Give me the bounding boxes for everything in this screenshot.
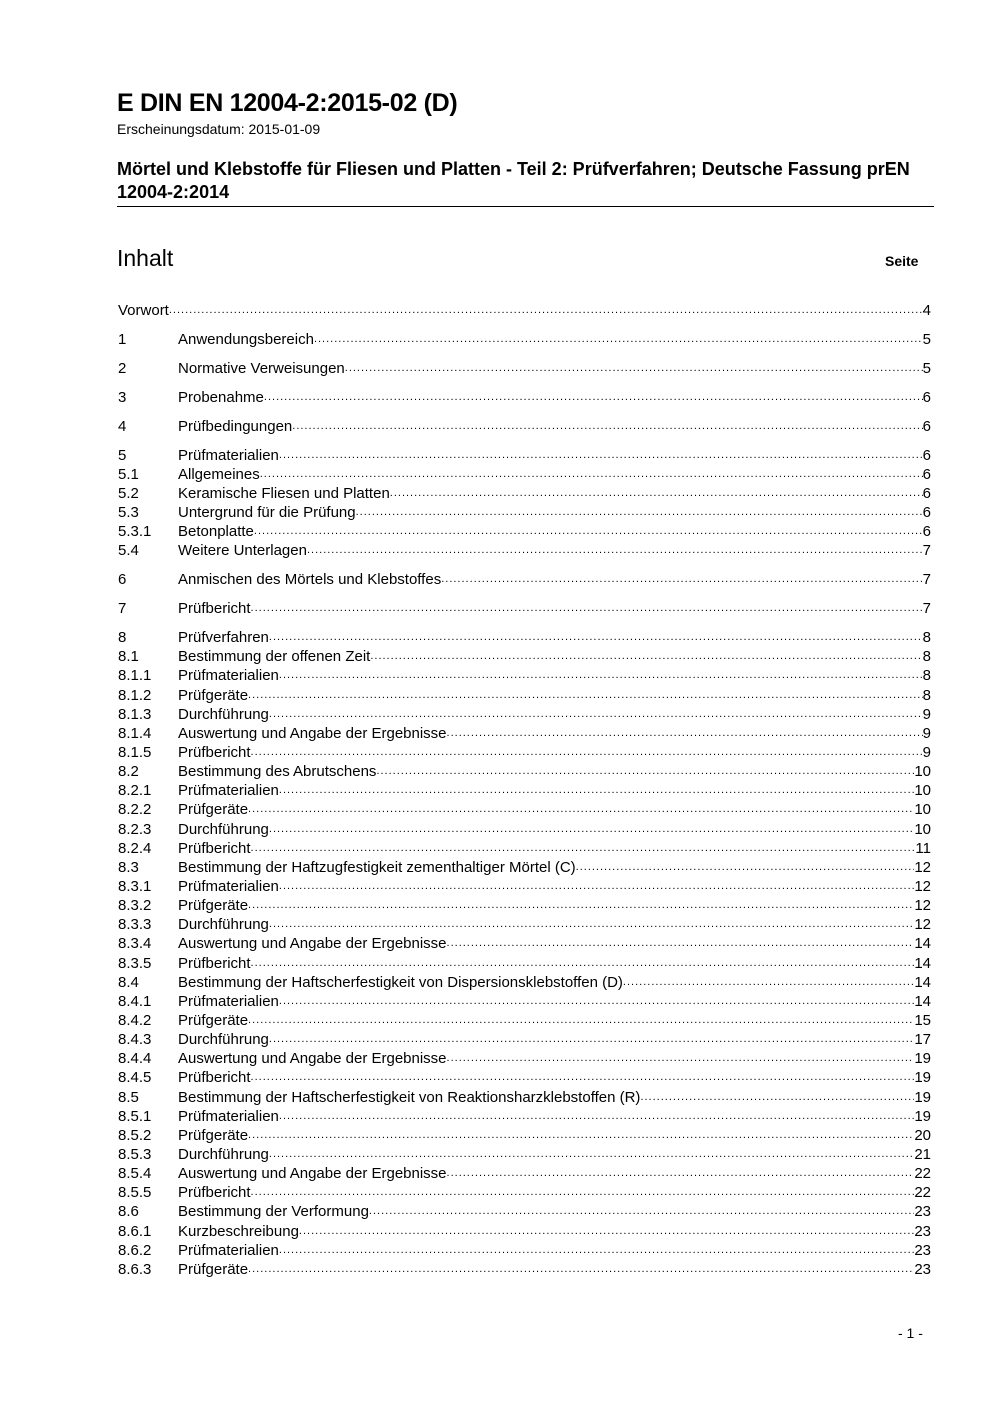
toc-entry-number: 8.5.3 bbox=[118, 1146, 152, 1163]
title-divider bbox=[117, 206, 934, 207]
toc-dot-leader bbox=[269, 1145, 914, 1164]
toc-entry[interactable] bbox=[118, 934, 931, 953]
toc-entry-page: 10 bbox=[914, 782, 931, 800]
toc-entry-page: 6 bbox=[922, 417, 931, 435]
toc-entry[interactable] bbox=[118, 484, 931, 503]
toc-dot-leader bbox=[307, 541, 923, 560]
toc-entry-number: 8.4.4 bbox=[118, 1050, 152, 1068]
toc-dot-leader bbox=[279, 446, 923, 465]
toc-entry-number: 8.1.3 bbox=[118, 705, 152, 723]
toc-entry-title: Auswertung und Angabe der Ergebnisse bbox=[178, 724, 447, 742]
toc-dot-leader bbox=[623, 973, 914, 992]
toc-entry-title: Prüfbericht bbox=[178, 954, 251, 972]
publication-date: Erscheinungsdatum: 2015-01-09 bbox=[117, 121, 321, 137]
toc-entry-number: 8.2 bbox=[118, 763, 139, 781]
toc-dot-leader bbox=[248, 1260, 914, 1279]
toc-heading: Inhalt bbox=[117, 245, 174, 271]
toc-entry-title: Bestimmung der offenen Zeit bbox=[178, 648, 371, 666]
toc-entry-page: 19 bbox=[914, 1088, 931, 1106]
toc-entry-page: 6 bbox=[922, 465, 931, 483]
document-title: Mörtel und Klebstoffe für Fliesen und Platten - Teil 2: Prüfverfahren; Deutsche Fassung prEN 12004-2:2014 bbox=[117, 159, 910, 202]
toc-entry-number: 8.1 bbox=[118, 648, 139, 666]
toc-entry-page: 8 bbox=[922, 686, 931, 704]
toc-entry-number: 8.1.4 bbox=[118, 724, 152, 742]
toc-dot-leader bbox=[264, 388, 923, 407]
toc-entry-number: 8.3.1 bbox=[118, 878, 152, 896]
toc-entry-page: 6 bbox=[922, 446, 931, 464]
toc-entry-number: 8.2.4 bbox=[118, 839, 152, 857]
toc-entry-title: Keramische Fliesen und Platten bbox=[178, 484, 390, 502]
toc-entry[interactable] bbox=[118, 781, 931, 800]
toc-entry-number: 8.4.5 bbox=[118, 1069, 152, 1087]
toc-entry-title: Bestimmung des Abrutschens bbox=[178, 763, 377, 781]
toc-dot-leader bbox=[299, 1222, 914, 1241]
toc-entry[interactable] bbox=[118, 858, 931, 877]
toc-entry[interactable] bbox=[118, 973, 931, 992]
toc-dot-leader bbox=[269, 820, 914, 839]
toc-dot-leader bbox=[441, 570, 922, 589]
toc-entry-page: 14 bbox=[914, 992, 931, 1010]
toc-entry[interactable] bbox=[118, 1241, 931, 1260]
toc-entry-title: Prüfgeräte bbox=[178, 897, 249, 915]
toc-entry-number: 2 bbox=[118, 359, 127, 377]
toc-entry-page: 19 bbox=[914, 1050, 931, 1068]
toc-entry-number: 8.1.5 bbox=[118, 744, 152, 762]
toc-entry-number: 8.6.3 bbox=[118, 1260, 152, 1278]
toc-entry-number: 6 bbox=[118, 571, 127, 589]
toc-entry-page: 20 bbox=[914, 1126, 931, 1144]
toc-entry-page: 17 bbox=[914, 1031, 931, 1049]
toc-entry[interactable] bbox=[118, 1030, 931, 1049]
toc-entry-title: Betonplatte bbox=[178, 523, 254, 541]
toc-entry-title: Prüfbericht bbox=[178, 1069, 251, 1087]
toc-entry-title: Weitere Unterlagen bbox=[178, 542, 307, 560]
toc-dot-leader bbox=[269, 705, 923, 724]
toc-entry-number: 8 bbox=[118, 629, 127, 647]
toc-entry-number: 8.4.2 bbox=[118, 1012, 152, 1030]
toc-entry-number: 8.3.3 bbox=[118, 916, 152, 934]
toc-entry-page: 12 bbox=[914, 858, 931, 876]
toc-dot-leader bbox=[269, 915, 914, 934]
toc-entry-title: Durchführung bbox=[178, 705, 269, 723]
toc-entry-number: 8.4.3 bbox=[118, 1031, 152, 1049]
toc-entry-title: Prüfbericht bbox=[178, 839, 251, 857]
toc-entry[interactable] bbox=[118, 1260, 931, 1279]
toc-entry[interactable] bbox=[118, 743, 931, 762]
toc-dot-leader bbox=[248, 686, 923, 705]
toc-entry-title: Prüfgeräte bbox=[178, 801, 249, 819]
toc-entry-title: Bestimmung der Haftscherfestigkeit von Reaktionsharzklebstoffen (R) bbox=[178, 1088, 641, 1106]
toc-dot-leader bbox=[251, 839, 916, 858]
toc-entry-page: 10 bbox=[914, 820, 931, 838]
toc-entry-number: 8.1.2 bbox=[118, 686, 152, 704]
toc-entry-title: Prüfmaterialien bbox=[178, 1107, 279, 1125]
toc-entry-number: 5.1 bbox=[118, 465, 139, 483]
toc-entry[interactable] bbox=[118, 1088, 931, 1107]
toc-entry-title: Durchführung bbox=[178, 1146, 269, 1163]
toc-dot-leader bbox=[345, 359, 923, 378]
toc-entry-page: 8 bbox=[922, 648, 931, 666]
toc-dot-leader bbox=[248, 800, 914, 819]
toc-entry[interactable] bbox=[118, 705, 931, 724]
toc-entry[interactable] bbox=[118, 896, 931, 915]
toc-entry-title: Prüfmaterialien bbox=[178, 446, 279, 464]
toc-entry-page: 5 bbox=[922, 359, 931, 377]
toc-entry[interactable] bbox=[118, 465, 931, 484]
toc-entry-title: Prüfbericht bbox=[178, 744, 251, 762]
toc-entry-page: 14 bbox=[914, 973, 931, 991]
toc-dot-leader bbox=[248, 1011, 914, 1030]
toc-entry-page: 12 bbox=[914, 897, 931, 915]
toc-entry[interactable] bbox=[118, 628, 931, 647]
toc-dot-leader bbox=[269, 628, 923, 647]
toc-entry-title: Prüfmaterialien bbox=[178, 878, 279, 896]
toc-entry-number: 8.3.4 bbox=[118, 935, 152, 953]
toc-entry[interactable] bbox=[118, 686, 931, 705]
toc-entry-number: 8.3 bbox=[118, 858, 139, 876]
toc-entry-page: 14 bbox=[914, 935, 931, 953]
toc-entry[interactable] bbox=[118, 503, 931, 522]
toc-dot-leader bbox=[376, 762, 914, 781]
toc-entry-page: 23 bbox=[914, 1203, 931, 1221]
toc-dot-leader bbox=[390, 484, 923, 503]
toc-entry-page: 9 bbox=[922, 744, 931, 762]
toc-entry-page: 23 bbox=[914, 1260, 931, 1278]
toc-entry-page: 10 bbox=[914, 763, 931, 781]
toc-entry-number: 8.5.2 bbox=[118, 1126, 152, 1144]
toc-entry-title: Prüfverfahren bbox=[178, 629, 269, 647]
toc-entry-number: 3 bbox=[118, 388, 127, 406]
toc-entry-page: 4 bbox=[922, 302, 931, 319]
toc-entry-title: Auswertung und Angabe der Ergebnisse bbox=[178, 935, 447, 953]
toc-entry-page: 12 bbox=[914, 878, 931, 896]
toc-entry[interactable] bbox=[118, 417, 931, 436]
toc-entry[interactable] bbox=[118, 992, 931, 1011]
toc-entry[interactable] bbox=[118, 1068, 931, 1087]
toc-entry-number: 5 bbox=[118, 446, 127, 464]
table-of-contents bbox=[118, 301, 931, 1279]
toc-dot-leader bbox=[292, 417, 922, 436]
toc-entry-page: 9 bbox=[922, 705, 931, 723]
page-number: - 1 - bbox=[898, 1325, 923, 1341]
toc-entry-title: Prüfgeräte bbox=[178, 1126, 249, 1144]
toc-entry-number: 8.4.1 bbox=[118, 992, 152, 1010]
toc-entry-title: Prüfgeräte bbox=[178, 1260, 249, 1278]
toc-entry[interactable] bbox=[118, 915, 931, 934]
toc-entry-title: Vorwort bbox=[118, 302, 169, 319]
toc-entry-page: 23 bbox=[914, 1222, 931, 1240]
toc-entry-page: 6 bbox=[922, 523, 931, 541]
toc-entry[interactable] bbox=[118, 1202, 931, 1221]
toc-entry-title: Kurzbeschreibung bbox=[178, 1222, 299, 1240]
toc-entry[interactable] bbox=[118, 1145, 931, 1164]
toc-entry-page: 8 bbox=[922, 667, 931, 685]
toc-entry-page: 11 bbox=[915, 839, 931, 857]
toc-dot-leader bbox=[251, 743, 923, 762]
toc-dot-leader bbox=[251, 1068, 915, 1087]
toc-entry-number: 8.3.5 bbox=[118, 954, 152, 972]
toc-entry-title: Prüfgeräte bbox=[178, 686, 249, 704]
toc-entry-title: Bestimmung der Haftscherfestigkeit von Dispersionsklebstoffen (D) bbox=[178, 973, 623, 991]
toc-entry-title: Probenahme bbox=[178, 388, 264, 406]
toc-entry[interactable] bbox=[118, 1164, 931, 1183]
toc-entry-page: 19 bbox=[914, 1107, 931, 1125]
toc-entry-page: 23 bbox=[914, 1241, 931, 1259]
toc-entry-number: 8.4 bbox=[118, 973, 139, 991]
toc-entry[interactable] bbox=[118, 330, 931, 349]
toc-dot-leader bbox=[251, 954, 915, 973]
toc-entry-title: Auswertung und Angabe der Ergebnisse bbox=[178, 1165, 447, 1183]
toc-entry-number: 8.5.4 bbox=[118, 1165, 152, 1183]
toc-entry-title: Normative Verweisungen bbox=[178, 359, 345, 377]
toc-entry-page: 7 bbox=[922, 571, 931, 589]
toc-dot-leader bbox=[269, 1030, 914, 1049]
toc-entry-page: 6 bbox=[922, 504, 931, 522]
toc-dot-leader bbox=[279, 1241, 914, 1260]
toc-entry-number: 4 bbox=[118, 417, 127, 435]
toc-entry-title: Prüfmaterialien bbox=[178, 667, 279, 685]
toc-dot-leader bbox=[447, 724, 923, 743]
toc-dot-leader bbox=[279, 992, 914, 1011]
toc-entry-title: Prüfbericht bbox=[178, 1184, 251, 1202]
toc-entry-page: 19 bbox=[914, 1069, 931, 1087]
toc-entry[interactable] bbox=[118, 666, 931, 685]
toc-dot-leader bbox=[576, 858, 915, 877]
toc-entry-number: 8.5 bbox=[118, 1088, 139, 1106]
toc-entry-number: 8.3.2 bbox=[118, 897, 152, 915]
toc-dot-leader bbox=[356, 503, 923, 522]
toc-entry[interactable] bbox=[118, 1183, 931, 1202]
toc-entry-number: 8.2.1 bbox=[118, 782, 152, 800]
toc-entry-title: Anmischen des Mörtels und Klebstoffes bbox=[178, 571, 442, 589]
toc-entry-title: Bestimmung der Verformung bbox=[178, 1203, 369, 1221]
toc-entry-title: Bestimmung der Haftzugfestigkeit zementhaltiger Mörtel (C) bbox=[178, 858, 576, 876]
toc-entry[interactable] bbox=[118, 599, 931, 618]
toc-entry-page: 21 bbox=[914, 1146, 931, 1163]
toc-entry-page: 6 bbox=[922, 388, 931, 406]
toc-entry-number: 8.2.3 bbox=[118, 820, 152, 838]
toc-entry[interactable] bbox=[118, 1049, 931, 1068]
toc-entry-number: 8.6.2 bbox=[118, 1241, 152, 1259]
toc-dot-leader bbox=[447, 1049, 915, 1068]
toc-entry[interactable] bbox=[118, 877, 931, 896]
toc-dot-leader bbox=[447, 1164, 915, 1183]
toc-entry-page: 7 bbox=[922, 542, 931, 560]
toc-entry[interactable] bbox=[118, 388, 931, 407]
toc-entry-title: Prüfmaterialien bbox=[178, 782, 279, 800]
toc-dot-leader bbox=[279, 877, 914, 896]
toc-entry-number: 5.4 bbox=[118, 542, 139, 560]
toc-entry[interactable] bbox=[118, 1126, 931, 1145]
toc-entry[interactable] bbox=[118, 359, 931, 378]
toc-entry-page: 8 bbox=[922, 629, 931, 647]
toc-entry-page: 7 bbox=[922, 600, 931, 618]
toc-dot-leader bbox=[447, 934, 915, 953]
toc-entry-number: 5.3.1 bbox=[118, 523, 152, 541]
toc-entry-page: 22 bbox=[914, 1165, 931, 1183]
toc-entry[interactable] bbox=[118, 446, 931, 465]
toc-dot-leader bbox=[251, 1183, 915, 1202]
toc-entry-title: Allgemeines bbox=[178, 465, 260, 483]
toc-entry[interactable] bbox=[118, 1107, 931, 1126]
toc-entry-number: 8.5.1 bbox=[118, 1107, 152, 1125]
toc-entry[interactable] bbox=[118, 522, 931, 541]
toc-entry-title: Prüfbedingungen bbox=[178, 417, 293, 435]
toc-entry-title: Anwendungsbereich bbox=[178, 330, 314, 348]
toc-entry-number: 1 bbox=[118, 330, 127, 348]
toc-entry-number: 7 bbox=[118, 600, 127, 618]
toc-dot-leader bbox=[370, 647, 922, 666]
toc-entry-number: 8.5.5 bbox=[118, 1184, 152, 1202]
toc-dot-leader bbox=[279, 666, 923, 685]
toc-entry-number: 8.6 bbox=[118, 1203, 139, 1221]
toc-entry[interactable] bbox=[118, 724, 931, 743]
toc-entry-title: Prüfbericht bbox=[178, 600, 251, 618]
toc-entry-title: Auswertung und Angabe der Ergebnisse bbox=[178, 1050, 447, 1068]
toc-page-label: Seite bbox=[885, 253, 919, 269]
toc-dot-leader bbox=[314, 330, 923, 349]
toc-entry-page: 5 bbox=[922, 330, 931, 348]
toc-entry-title: Untergrund für die Prüfung bbox=[178, 504, 356, 522]
toc-entry-page: 9 bbox=[922, 724, 931, 742]
toc-dot-leader bbox=[248, 896, 914, 915]
document-id: E DIN EN 12004-2:2015-02 (D) bbox=[117, 89, 458, 117]
toc-entry[interactable] bbox=[118, 1011, 931, 1030]
toc-entry-title: Prüfmaterialien bbox=[178, 992, 279, 1010]
toc-entry-number: 5.2 bbox=[118, 484, 139, 502]
toc-dot-leader bbox=[248, 1126, 914, 1145]
toc-dot-leader bbox=[251, 599, 923, 618]
toc-entry[interactable] bbox=[118, 647, 931, 666]
toc-entry-page: 15 bbox=[914, 1012, 931, 1030]
toc-entry[interactable] bbox=[118, 1222, 931, 1241]
toc-dot-leader bbox=[640, 1088, 914, 1107]
toc-entry-title: Prüfmaterialien bbox=[178, 1241, 279, 1259]
toc-entry-page: 10 bbox=[914, 801, 931, 819]
toc-entry[interactable] bbox=[118, 301, 931, 320]
toc-entry-title: Durchführung bbox=[178, 820, 269, 838]
toc-entry-page: 22 bbox=[914, 1184, 931, 1202]
toc-entry-page: 14 bbox=[914, 954, 931, 972]
toc-dot-leader bbox=[254, 522, 923, 541]
toc-entry[interactable] bbox=[118, 541, 931, 560]
toc-entry[interactable] bbox=[118, 800, 931, 819]
toc-entry-number: 8.1.1 bbox=[118, 667, 152, 685]
toc-dot-leader bbox=[169, 301, 923, 320]
toc-entry-title: Prüfgeräte bbox=[178, 1012, 249, 1030]
toc-dot-leader bbox=[260, 465, 923, 484]
toc-dot-leader bbox=[279, 781, 914, 800]
toc-entry[interactable] bbox=[118, 839, 931, 858]
toc-entry-page: 6 bbox=[922, 484, 931, 502]
toc-entry-title: Durchführung bbox=[178, 916, 269, 934]
toc-dot-leader bbox=[279, 1107, 914, 1126]
toc-dot-leader bbox=[369, 1202, 914, 1221]
toc-entry[interactable] bbox=[118, 570, 931, 589]
toc-entry-page: 12 bbox=[914, 916, 931, 934]
toc-entry[interactable] bbox=[118, 954, 931, 973]
toc-entry[interactable] bbox=[118, 820, 931, 839]
toc-entry-number: 8.2.2 bbox=[118, 801, 152, 819]
toc-entry-number: 8.6.1 bbox=[118, 1222, 152, 1240]
toc-entry-title: Durchführung bbox=[178, 1031, 269, 1049]
toc-entry-number: 5.3 bbox=[118, 504, 139, 522]
toc-entry[interactable] bbox=[118, 762, 931, 781]
